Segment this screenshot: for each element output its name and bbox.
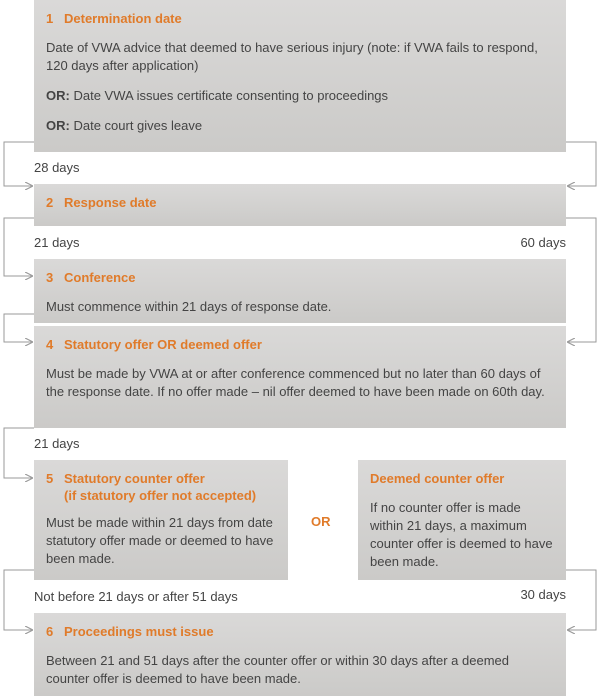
- gap-2-right-label: 60 days: [520, 235, 566, 250]
- step-4-box: [34, 326, 566, 428]
- arrow-2-4-right: [566, 218, 596, 342]
- step-6-box: [34, 613, 566, 696]
- step-5-text: Must be made within 21 days from date statutory offer made or deemed to have been made.: [46, 515, 274, 566]
- step-3-box: [34, 259, 566, 323]
- step-2-title: 2 Response date: [46, 195, 157, 210]
- step-1-text-2: OR: Date VWA issues certificate consenting to proceedings: [46, 88, 389, 103]
- gap-2-left-label: 21 days: [34, 235, 80, 250]
- step-1-text-1: Date of VWA advice that deemed to have serious injury (note: if VWA fails to respond, 120 days after application): [46, 40, 538, 73]
- step-1-box: [34, 0, 566, 152]
- gap-4-label: 21 days: [34, 436, 80, 451]
- step-6-text: Between 21 and 51 days after the counter offer or within 30 days after a deemed counter offer is deemed to have been made.: [46, 653, 509, 686]
- deemed-counter-offer-box: [358, 460, 566, 580]
- arrow-4-5-left: [4, 428, 34, 478]
- step-3-title: 3 Conference: [46, 270, 136, 285]
- step-3-text: Must commence within 21 days of response date.: [46, 299, 332, 314]
- arrow-2-3-left: [4, 218, 34, 276]
- gap-1-label: 28 days: [34, 160, 80, 175]
- step-5-box: [34, 460, 288, 580]
- step-2-box: [34, 184, 566, 226]
- step-1-title: 1 Determination date: [46, 11, 182, 26]
- gap-5-left-label: Not before 21 days or after 51 days: [34, 589, 238, 604]
- arrow-1-2-left: [4, 142, 34, 186]
- arrow-3-4-left: [4, 314, 34, 342]
- step-1-text-3: OR: Date court gives leave: [46, 118, 203, 133]
- step-6-title: 6 Proceedings must issue: [46, 624, 214, 639]
- gap-5-right-label: 30 days: [520, 587, 566, 602]
- step-4-title: 4 Statutory offer OR deemed offer: [46, 337, 262, 352]
- step-4-text: Must be made by VWA at or after conference commenced but no later than 60 days of the response date. If no offer made – nil offer deemed to have been made on 60th day.: [46, 366, 545, 399]
- arrow-5-6-left: [4, 570, 34, 630]
- step-5-title: 5 Statutory counter offer (if statutory offer not accepted): [46, 470, 276, 504]
- arrow-5b-6-right: [566, 570, 596, 630]
- deemed-counter-offer-text: If no counter offer is made within 21 days, a maximum counter offer is deemed to have been made.: [370, 500, 553, 569]
- deemed-counter-offer-title: Deemed counter offer: [370, 471, 505, 486]
- step-5-subtitle: (if statutory offer not accepted): [64, 488, 257, 503]
- arrow-1-2-right: [566, 142, 596, 186]
- or-middle-label: OR: [311, 514, 331, 529]
